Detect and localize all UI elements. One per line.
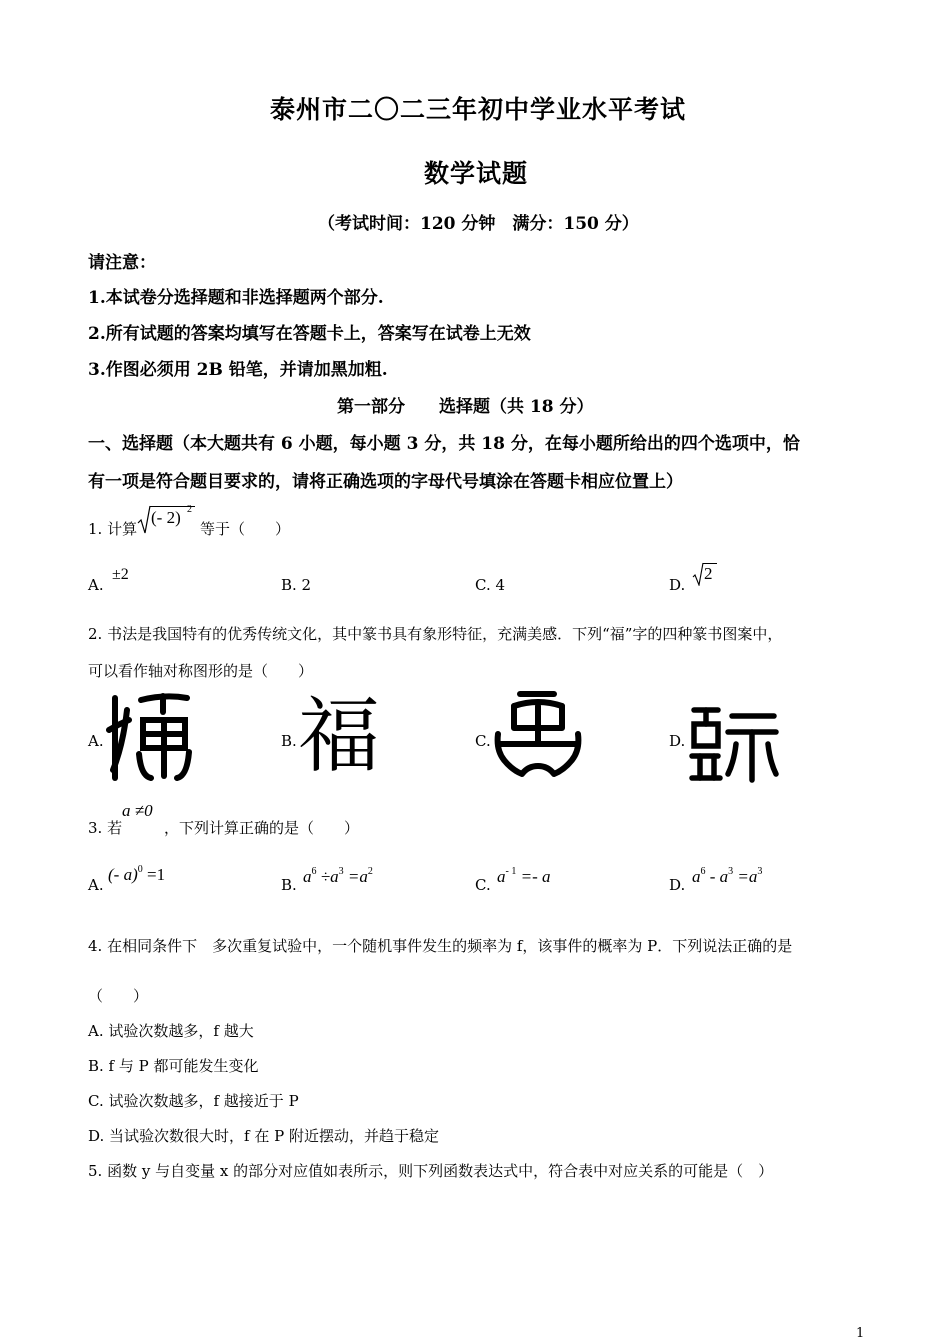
page-number: 1 <box>856 1326 865 1341</box>
q1-option-d-label: D. <box>669 576 686 594</box>
q2-line1: 2. 书法是我国特有的优秀传统文化，其中篆书具有象形特征，充满美感．下列“福”字的四种篆书图案中， <box>88 625 783 643</box>
q3-option-a-rhs: =1 <box>146 865 166 884</box>
seal-fu-glyph-c-icon <box>492 688 584 784</box>
q1-suffix: 等于（ ） <box>200 520 291 538</box>
notice-item: 3.作图必须用 2B 铅笔，并请加黑加粗. <box>88 360 388 380</box>
subject-title: 数学试题 <box>424 159 529 188</box>
q3-option-d-mid: - a <box>709 867 729 886</box>
q3-option-b-exp1: 6 <box>311 866 317 877</box>
q3-option-c-base: a <box>497 867 506 886</box>
q3-prefix: 3. 若 <box>88 819 123 837</box>
q1-option-c: C. 4 <box>475 576 506 594</box>
q2-line2: 可以看作轴对称图形的是（ ） <box>88 662 314 680</box>
exam-title: 泰州市二〇二三年初中学业水平考试 <box>270 95 687 124</box>
q3-option-a-expr <box>108 864 165 885</box>
q3-option-d-label: D. <box>669 876 686 894</box>
section-instruction-line1: 一、选择题（本大题共有 6 小题，每小题 3 分，共 18 分，在每小题所给出的四个选项中，恰 <box>88 434 800 454</box>
q3-option-c-label: C. <box>475 876 491 894</box>
q1-option-d-sqrt <box>692 561 722 587</box>
q3-option-d-expr <box>692 866 762 887</box>
q4-line2: （ ） <box>88 987 149 1005</box>
notice-heading: 请注意： <box>88 253 156 273</box>
q2-option-a-label: A. <box>88 732 104 750</box>
q4-option-d: D. 当试验次数很大时，f 在 P 附近摆动，并趋于稳定 <box>88 1127 439 1145</box>
q1-option-a-value: ±2 <box>112 566 129 583</box>
q3-option-b-exp2: 3 <box>338 866 344 877</box>
q3-option-d-rhs: =a <box>737 867 758 886</box>
q1-option-d-radicand: 2 <box>704 564 713 583</box>
q3-option-c-exp: - 1 <box>505 866 517 877</box>
q3-option-d-exp1: 6 <box>700 866 706 877</box>
seal-fu-glyph-a-icon <box>105 690 193 784</box>
q4-option-c: C. 试验次数越多，f 越接近于 P <box>88 1092 299 1110</box>
q3-option-d-base: a <box>692 867 701 886</box>
q1-sqrt-expression <box>137 503 197 535</box>
q3-condition: a ≠0 <box>122 801 153 820</box>
q4-option-a: A. 试验次数越多，f 越大 <box>88 1022 254 1040</box>
q4-line1: 4. 在相同条件下 多次重复试验中，一个随机事件发生的频率为 f，该事件的概率为 P．下列说法正确的是 <box>88 937 793 955</box>
q3-option-a-label: A. <box>88 876 104 894</box>
q3-option-c-rhs: =- a <box>520 867 551 886</box>
notice-item: 2.所有试题的答案均填写在答题卡上，答案写在试卷上无效 <box>88 324 531 344</box>
section-instruction-line2: 有一项是符合题目要求的，请将正确选项的字母代号填涂在答题卡相应位置上） <box>88 472 683 492</box>
radical-sign-icon <box>692 562 704 586</box>
q3-option-d-exp3: 3 <box>757 866 763 877</box>
q2-option-c-label: C. <box>475 732 491 750</box>
q3-option-b-label: B. <box>281 876 297 894</box>
part-one-title: 第一部分 选择题（共 18 分） <box>337 397 594 417</box>
q3-option-b-exp3: 2 <box>367 866 373 877</box>
notice-item: 1.本试卷分选择题和非选择题两个部分. <box>88 288 384 308</box>
exam-info: （考试时间：120 分钟 满分：150 分） <box>318 214 639 234</box>
q1-prefix: 1. 计算 <box>88 520 138 538</box>
q3-option-b-rhs: =a <box>347 867 368 886</box>
q1-exponent: 2 <box>187 504 192 515</box>
q1-option-b: B. 2 <box>281 576 312 594</box>
q5-text: 5. 函数 y 与自变量 x 的部分对应值如表所示，则下列函数表达式中，符合表中对应关系的可能是（ ） <box>88 1162 774 1180</box>
q3-option-b-base: a <box>303 867 312 886</box>
q3-option-a-exp: 0 <box>137 864 143 875</box>
q2-option-b-label: B. <box>281 732 297 750</box>
q3-option-a-base: (- a) <box>108 865 138 884</box>
q3-option-b-expr <box>303 866 373 887</box>
seal-fu-glyph-d-icon <box>688 704 780 784</box>
q2-option-d-label: D. <box>669 732 686 750</box>
radical-sign-icon <box>137 505 151 535</box>
q3-option-d-exp2: 3 <box>728 866 734 877</box>
seal-fu-glyph-b: 福 <box>298 689 381 784</box>
q4-option-b: B. f 与 P 都可能发生变化 <box>88 1057 259 1075</box>
q3-option-b-mid: ÷a <box>320 867 339 886</box>
q1-radicand: (- 2) <box>151 508 181 527</box>
q3-suffix: ，下列计算正确的是（ ） <box>164 819 360 837</box>
q1-option-a-label: A. <box>88 576 104 594</box>
q3-option-c-expr <box>497 866 550 887</box>
